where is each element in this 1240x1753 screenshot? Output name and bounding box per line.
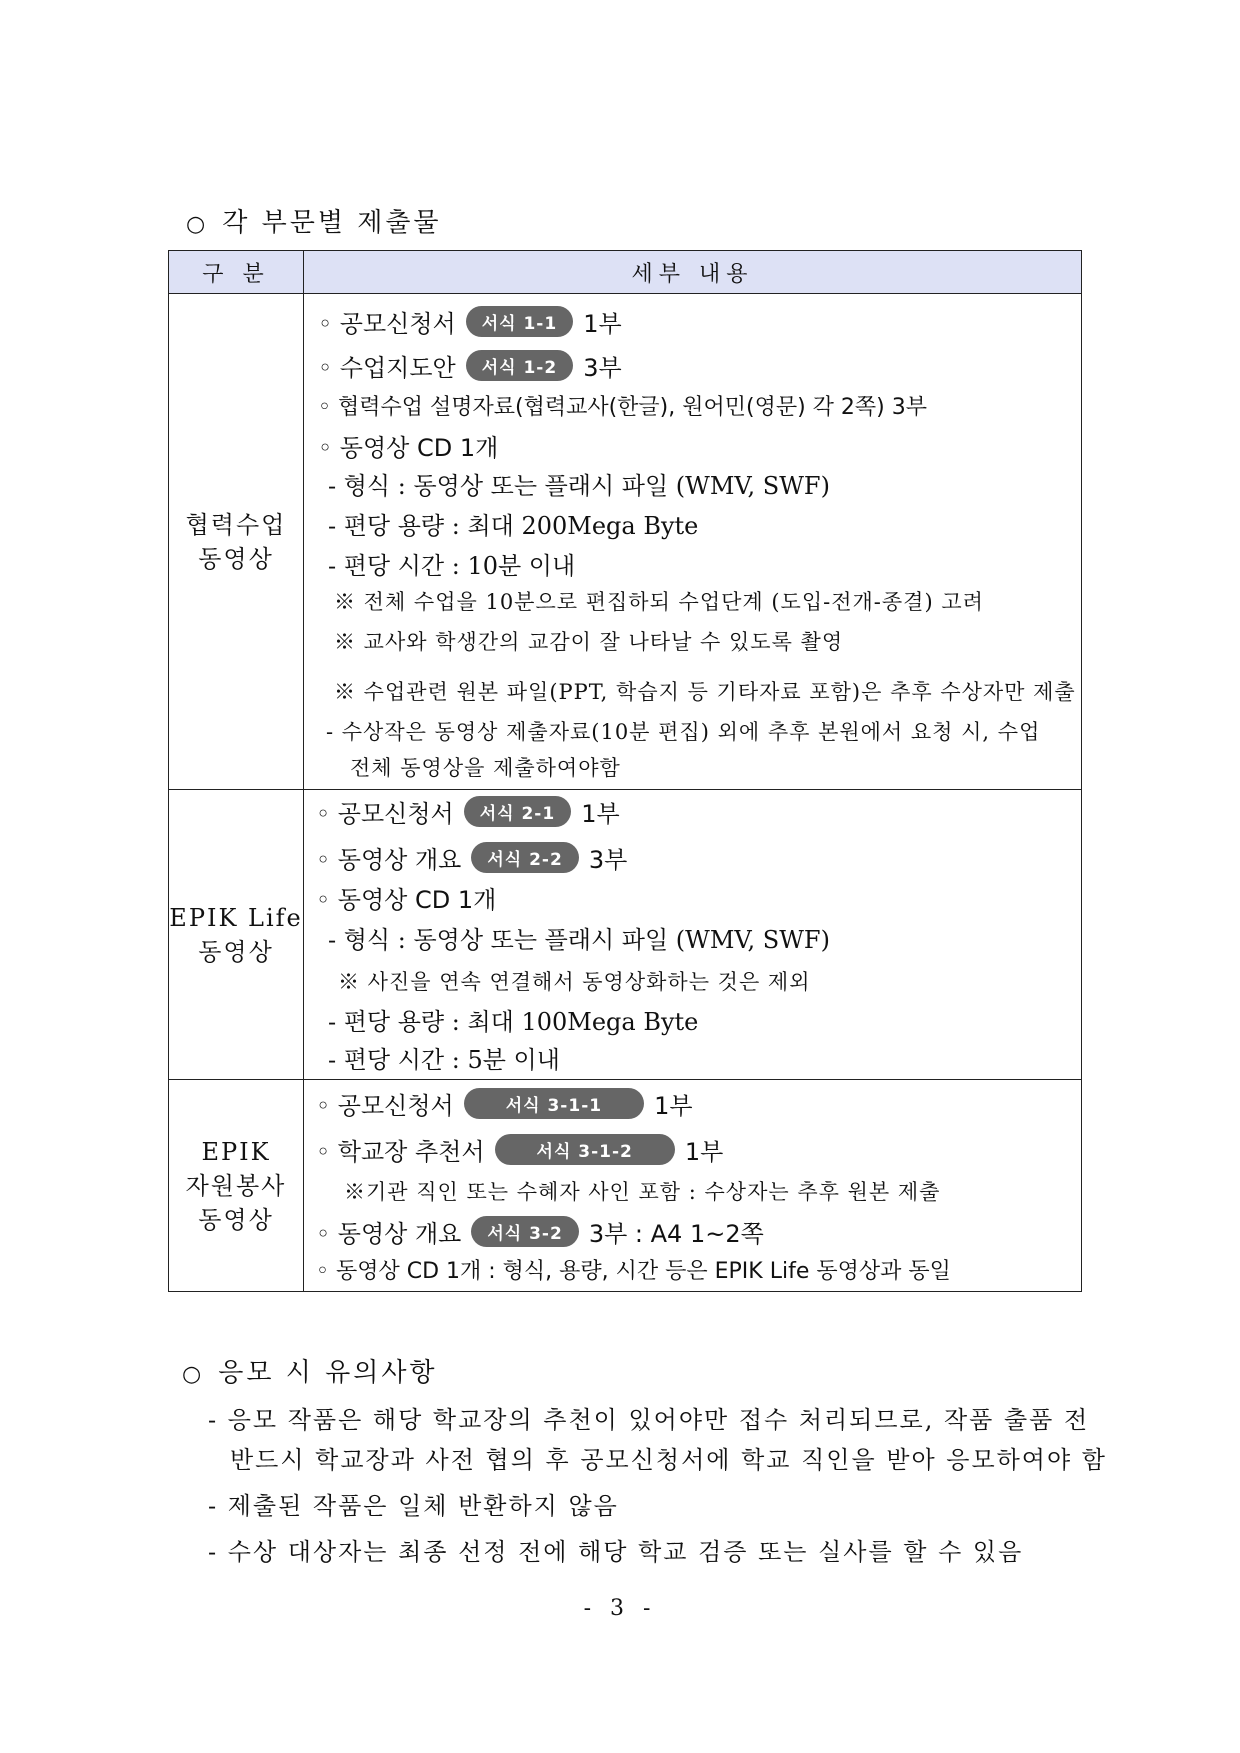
header-details: 세부 내용: [304, 251, 1082, 294]
detail-line: ◦ 동영상 CD 1개: [318, 434, 499, 462]
row-details-epik-volunteer: [304, 1080, 1082, 1292]
row-details-epik-life: [304, 790, 1082, 1080]
detail-line: ◦ 협력수업 설명자료(협력교사(한글), 원어민(영문) 각 2쪽) 3부: [318, 395, 927, 420]
category-line: EPIK: [201, 1137, 271, 1166]
form-badge: 서식 2-1: [464, 796, 571, 827]
detail-line: ◦ 공모신청서 서식 1-1 1부: [318, 304, 622, 339]
form-badge: 서식 3-1-2: [495, 1134, 675, 1165]
category-line: 동영상: [198, 937, 274, 966]
form-badge: 서식 2-2: [471, 842, 578, 873]
detail-line: - 편당 시간 : 5분 이내: [328, 1046, 560, 1074]
category-line: 협력수업: [185, 510, 287, 539]
detail-line: - 편당 용량 : 최대 200Mega Byte: [328, 512, 699, 540]
detail-line: ◦ 동영상 개요 서식 3-2 3부 : A4 1~2쪽: [316, 1214, 764, 1249]
note-line: - 응모 작품은 해당 학교장의 추천이 있어야만 접수 처리되므로, 작품 출품 전: [208, 1406, 1090, 1434]
header-category: 구 분: [169, 251, 304, 294]
section-heading-precautions: [182, 1352, 438, 1389]
row-category-epik-volunteer: [169, 1080, 304, 1292]
submissions-table: [168, 250, 1082, 1292]
section-title: 응모 시 유의사항: [218, 1358, 438, 1388]
note-line: - 제출된 작품은 일체 반환하지 않음: [208, 1492, 619, 1520]
note-line: - 수상 대상자는 최종 선정 전에 해당 학교 검증 또는 실사를 할 수 있음: [208, 1538, 1024, 1566]
detail-line: ※기관 직인 또는 수혜자 사인 포함 : 수상자는 추후 원본 제출: [344, 1180, 941, 1204]
detail-line: ◦ 동영상 CD 1개 : 형식, 용량, 시간 등은 EPIK Life 동영상과 동일: [316, 1259, 951, 1284]
form-badge: 서식 1-1: [466, 306, 573, 337]
detail-line: - 형식 : 동영상 또는 플래시 파일 (WMV, SWF): [328, 472, 830, 500]
row-category-cooperative: [169, 294, 304, 790]
page-number: - 3 -: [583, 1596, 657, 1621]
category-line: 동영상: [198, 1205, 274, 1234]
category-line: EPIK Life: [169, 903, 303, 932]
detail-line: ※ 수업관련 원본 파일(PPT, 학습지 등 기타자료 포함)은 추후 수상자만 제출: [334, 680, 1076, 704]
detail-line: - 편당 용량 : 최대 100Mega Byte: [328, 1008, 699, 1036]
form-badge: 서식 3-1-1: [464, 1088, 644, 1119]
row-details-cooperative: [304, 294, 1082, 790]
form-badge: 서식 3-2: [471, 1216, 578, 1247]
section-title: 각 부문별 제출물: [222, 208, 442, 238]
table-row: [169, 790, 1082, 1080]
detail-line: ※ 교사와 학생간의 교감이 잘 나타날 수 있도록 촬영: [334, 630, 844, 654]
detail-line: 전체 동영상을 제출하여야함: [350, 756, 621, 780]
detail-line: - 편당 시간 : 10분 이내: [328, 552, 576, 580]
table-row: [169, 294, 1082, 790]
table-row: [169, 1080, 1082, 1292]
row-category-epik-life: [169, 790, 304, 1080]
detail-line: ◦ 공모신청서 서식 3-1-1 1부: [316, 1086, 693, 1121]
detail-line: ◦ 학교장 추천서 서식 3-1-2 1부: [316, 1132, 723, 1167]
detail-line: ◦ 동영상 CD 1개: [316, 886, 497, 914]
category-line: 동영상: [198, 544, 274, 573]
detail-line: ◦ 수업지도안 서식 1-2 3부: [318, 348, 622, 383]
detail-line: ※ 사진을 연속 연결해서 동영상화하는 것은 제외: [338, 970, 811, 994]
note-line: 반드시 학교장과 사전 협의 후 공모신청서에 학교 직인을 받아 응모하여야 함: [230, 1446, 1107, 1474]
form-badge: 서식 1-2: [466, 350, 573, 381]
detail-line: ◦ 동영상 개요 서식 2-2 3부: [316, 840, 627, 875]
circle-bullet-icon: ○: [186, 212, 209, 237]
detail-line: ◦ 공모신청서 서식 2-1 1부: [316, 794, 620, 829]
detail-line: - 형식 : 동영상 또는 플래시 파일 (WMV, SWF): [328, 926, 830, 954]
detail-line: - 수상작은 동영상 제출자료(10분 편집) 외에 추후 본원에서 요청 시, 수업: [326, 720, 1041, 744]
table-header-row: [169, 251, 1082, 294]
category-line: 자원봉사: [185, 1171, 287, 1200]
detail-line: ※ 전체 수업을 10분으로 편집하되 수업단계 (도입-전개-종결) 고려: [334, 590, 984, 614]
section-heading-submissions: [186, 202, 442, 239]
circle-bullet-icon: ○: [182, 1362, 205, 1387]
